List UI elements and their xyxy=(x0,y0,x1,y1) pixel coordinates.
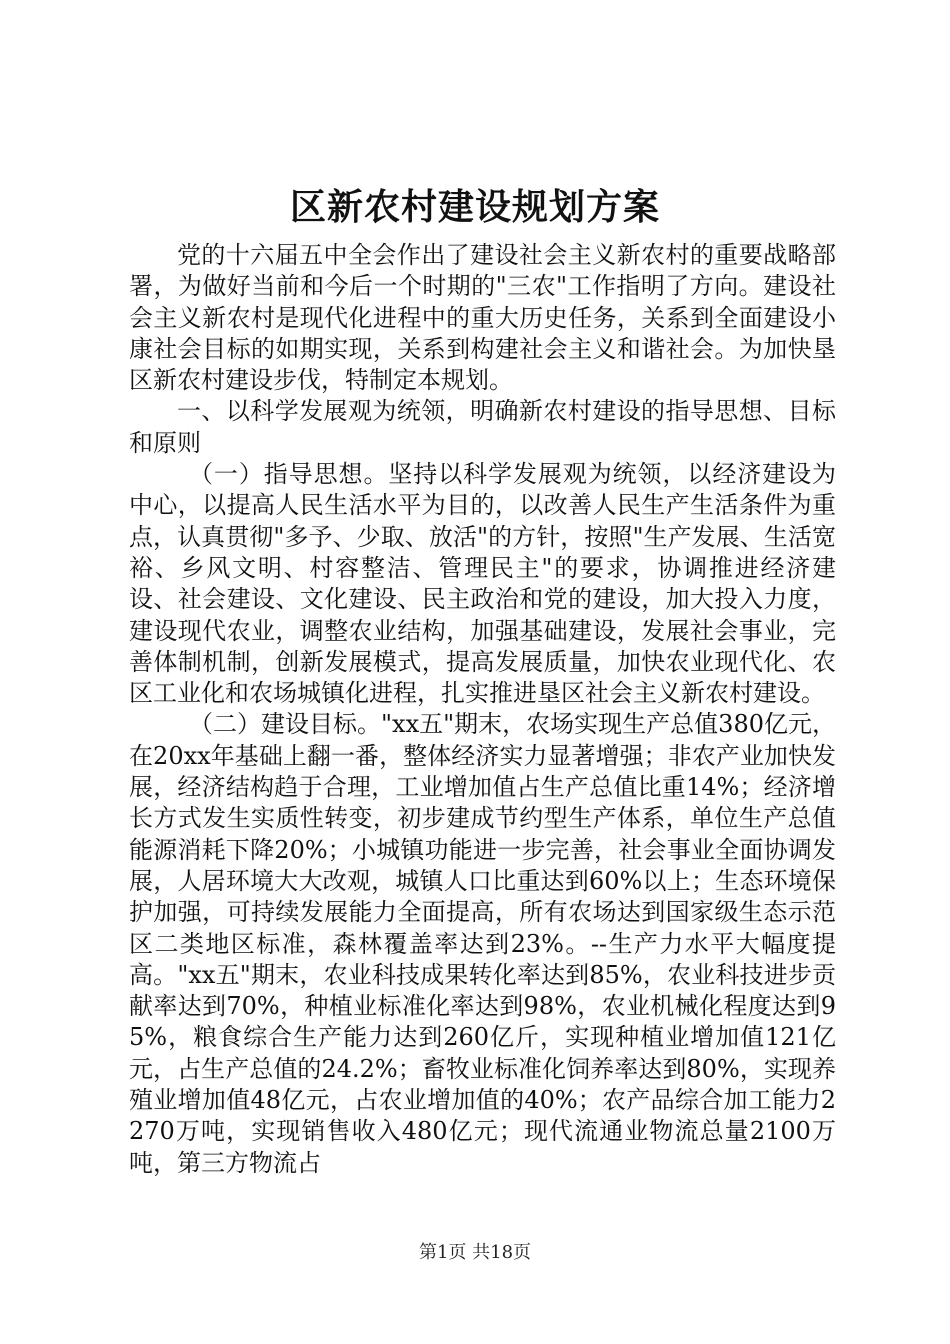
section-heading: 一、以科学发展观为统领，明确新农村建设的指导思想、目标和原则 xyxy=(129,397,836,457)
page-footer: 第1页 共18页 xyxy=(418,1242,532,1263)
construction-goals-paragraph: （二）建设目标。"xx五"期末，农场实现生产总值380亿元，在20xx年基础上翻一番，整体经济实力显著增强；非农产业加快发展，经济结构趋于合理，工业增加值占生产总值比重14%；经济增长方式发生实质性转变，初步建成节约型生产体系，单位生产总值能源消耗下降20%；小城镇功能进一步完善，社会事业全面协调发展，人居环境大大改观，城镇人口比重达到60%以上；生态环境保护加强，可持续发展能力全面提高，所有农场达到国家级生态示范区二类地区标准，森林覆盖率达到23%。--生产力水平大幅度提高。"xx五"期末，农业科技成果转化率达到85%，农业科技进步贡献率达到70%，种植业标准化率达到98%，农业机械化程度达到95%，粮食综合生产能力达到260亿斤，实现种植业增加值121亿元，占生产总值的24.2%；畜牧业标准化饲养率达到80%，实现养殖业增加值48亿元，占农业增加值的40%；农产品综合加工能力2270万吨，实现销售收入480亿元；现代流通业物流总量2100万吨，第三方物流占 xyxy=(129,710,836,1177)
guiding-ideology-paragraph: （一）指导思想。坚持以科学发展观为统领，以经济建设为中心，以提高人民生活水平为目的，以改善人民生产生活条件为重点，认真贯彻"多予、少取、放活"的方针，按照"生产发展、生活宽裕、乡风文明、村容整洁、管理民主"的要求，协调推进经济建设、社会建设、文化建设、民主政治和党的建设，加大投入力度，建设现代农业，调整农业结构，加强基础建设，发展社会事业，完善体制机制，创新发展模式，提高发展质量，加快农业现代化、农区工业化和农场城镇化进程，扎实推进垦区社会主义新农村建设。 xyxy=(129,460,836,708)
document-title: 区新农村建设规划方案 xyxy=(289,186,660,228)
intro-paragraph: 党的十六届五中全会作出了建设社会主义新农村的重要战略部署，为做好当前和今后一个时期的"三农"工作指明了方向。建设社会主义新农村是现代化进程中的重大历史任务，关系到全面建设小康社会目标的如期实现，关系到构建社会主义和谐社会。为加快垦区新农村建设步伐，特制定本规划。 xyxy=(129,241,836,395)
document-body xyxy=(129,240,836,1179)
